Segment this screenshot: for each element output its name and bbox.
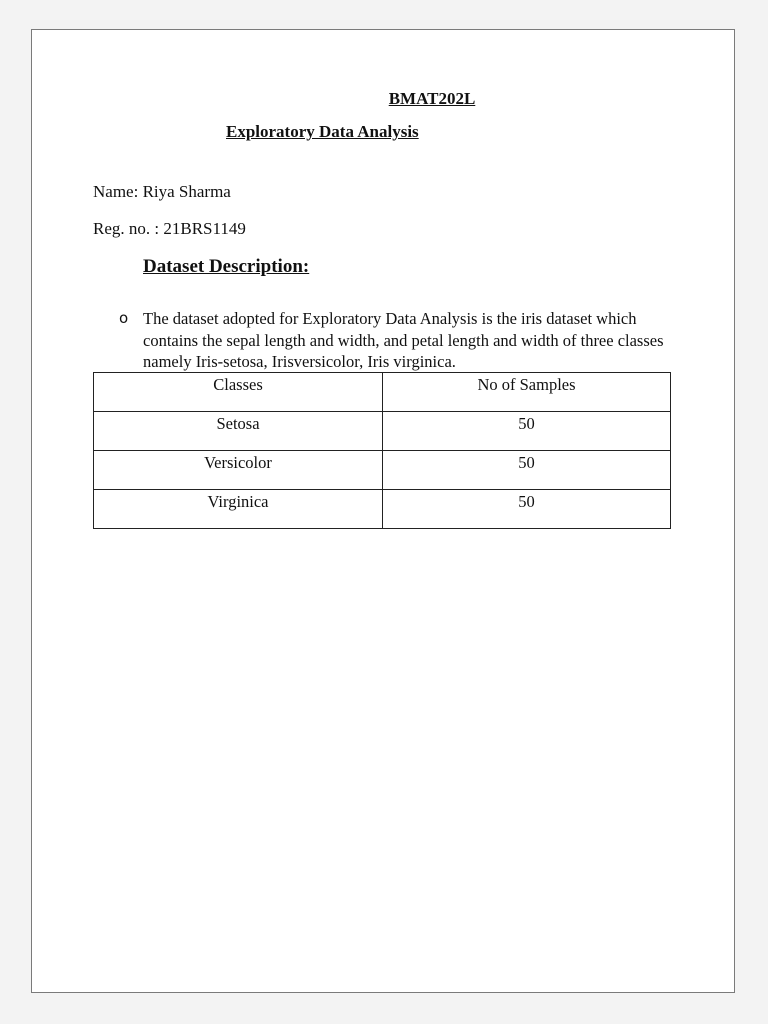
table-header-cell: Classes [94,373,383,412]
table-header-cell: No of Samples [383,373,671,412]
table-row [94,412,671,451]
registration-number: Reg. no. : 21BRS1149 [93,219,246,238]
table-row [94,451,671,490]
table-cell: 50 [383,451,671,490]
table-cell: Virginica [94,490,383,529]
bullet-marker: o [119,309,129,327]
table-cell: Versicolor [94,451,383,490]
samples-table [93,372,671,529]
table-cell: 50 [383,490,671,529]
section-heading: Dataset Description: [143,256,310,277]
bullet-text: The dataset adopted for Exploratory Data Analysis is the iris dataset which contains the sepal length and width, and petal length and width of three classes namely Iris-setosa, Irisversicolor, Iris virginica. [143,309,664,371]
table-cell: 50 [383,412,671,451]
course-title: Exploratory Data Analysis [226,122,419,141]
table-row [94,490,671,529]
table-cell: Setosa [94,412,383,451]
student-name: Name: Riya Sharma [93,182,231,201]
document-page [31,29,735,993]
table-header-row [94,373,671,412]
course-code: BMAT202L [388,89,476,108]
